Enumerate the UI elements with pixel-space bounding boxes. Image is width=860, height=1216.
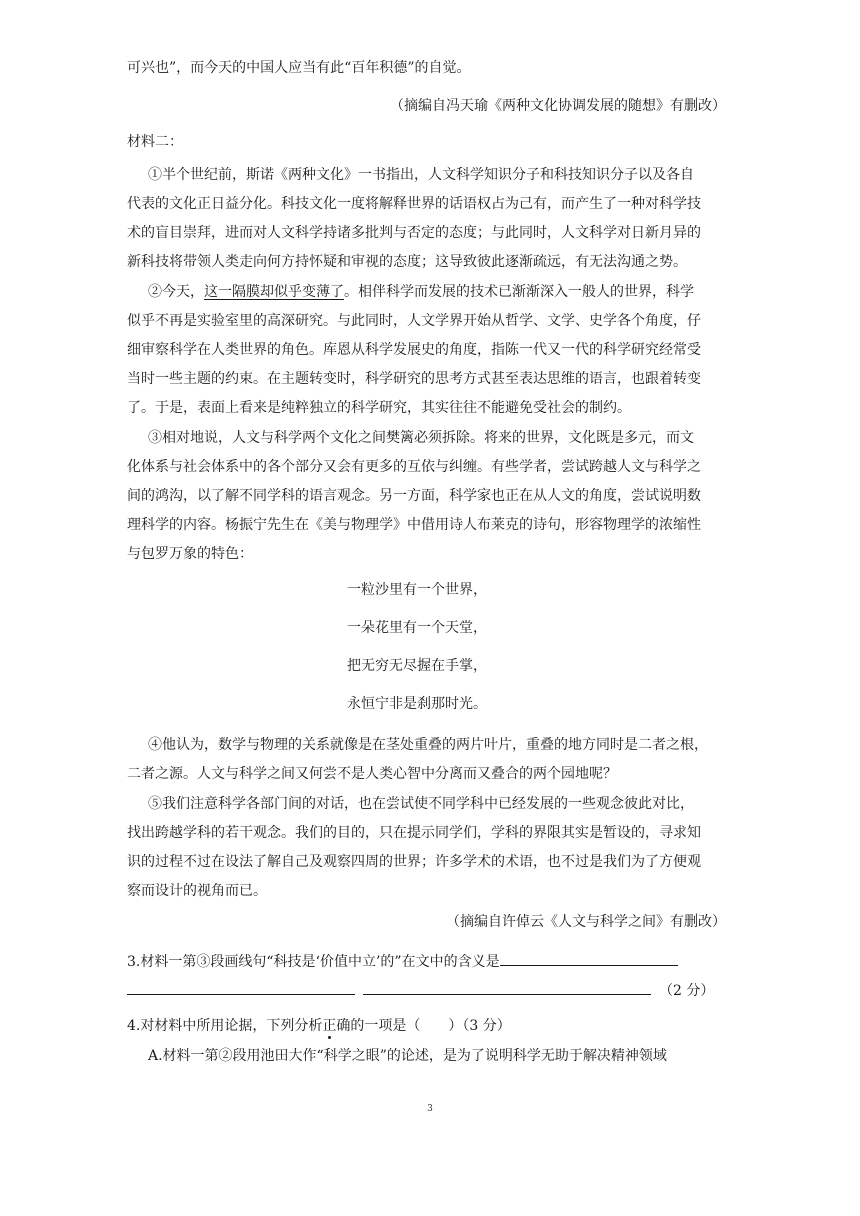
paragraph-5-line: 识的过程不过在设法了解自己及观察四周的世界；许多学术的术语，也不过是我们为了方便观 xyxy=(127,854,701,870)
paragraph-5-line: ⑤我们注意科学各部门间的对话，也在尝试使不同学科中已经发展的一些观念彼此对比， xyxy=(148,796,694,812)
emphasized-character: 正 xyxy=(322,1018,337,1034)
paragraph-5-line: 察而设计的视角而已。 xyxy=(127,883,267,899)
question-4-text-end: 确的一项是（ ）（3 分） xyxy=(336,1018,511,1034)
answer-blank[interactable] xyxy=(500,950,678,966)
paragraph-1-line: 术的盲目崇拜，进而对人文科学持诸多批判与否定的态度；与此同时，人文科学对日新月异的 xyxy=(127,225,701,241)
paragraph-3-line: 化体系与社会体系中的各个部分又会有更多的互依与纠缠。有些学者，尝试跨越人文与科学之 xyxy=(127,459,701,475)
underlined-sentence: 这一隔膜却似乎变薄了 xyxy=(204,284,344,300)
paragraph-4-line: 二者之源。人文与科学之间又何尝不是人类心智中分离而又叠合的两个园地呢？ xyxy=(127,766,617,782)
answer-blank[interactable] xyxy=(127,979,355,995)
question-3-answer-line xyxy=(127,979,714,999)
page-number: 3 xyxy=(427,1104,433,1114)
paragraph-4-line: ④他认为，数学与物理的关系就像是在茎处重叠的两片叶片，重叠的地方同时是二者之根， xyxy=(148,737,708,753)
poem-line: 一粒沙里有一个世界， xyxy=(347,582,487,598)
paragraph-3-line: 与包罗万象的特色： xyxy=(127,546,253,562)
paragraph-2-rest: 。相伴科学而发展的技术已渐渐深入一般人的世界，科学 xyxy=(344,284,694,300)
paragraph-1-line: 新科技将带领人类走向何方持怀疑和审视的态度；这导致彼此逐渐疏远，有无法沟通之势。 xyxy=(127,254,687,270)
question-4 xyxy=(127,1016,511,1036)
answer-blank[interactable] xyxy=(363,979,651,995)
paragraph-2-line xyxy=(148,282,694,302)
paragraph-5-line: 找出跨越学科的若干观念。我们的目的，只在提示同学们，学科的界限其实是暂设的，寻求知 xyxy=(127,825,701,841)
source-citation-2: （摘编自许倬云《人文与科学之间》有删改） xyxy=(446,914,726,930)
paragraph-2-line: 了。于是，表面上看来是纯粹独立的科学研究，其实往往不能避免受社会的制约。 xyxy=(127,400,631,416)
question-3 xyxy=(127,950,678,970)
poem-line: 一朵花里有一个天堂， xyxy=(347,620,487,636)
paragraph-2-line: 细审察科学在人类世界的角色。库恩从科学发展史的角度，指陈一代又一代的科学研究经常受 xyxy=(127,342,701,358)
paragraph-3-line: 理科学的内容。杨振宁先生在《美与物理学》中借用诗人布莱克的诗句，形容物理学的浓缩性 xyxy=(127,517,701,533)
paragraph-2-line: 当时一些主题的约束。在主题转变时，科学研究的思考方式甚至表达思维的语言，也跟着转变 xyxy=(127,371,701,387)
paragraph-1-line: 代表的文化正日益分化。科技文化一度将解释世界的话语权占为己有，而产生了一种对科学技 xyxy=(127,196,701,212)
poem-line: 把无穷无尽握在手掌， xyxy=(347,658,487,674)
source-citation-1: （摘编自冯天瑜《两种文化协调发展的随想》有删改） xyxy=(390,98,726,114)
paragraph-1-line: ①半个世纪前，斯诺《两种文化》一书指出，人文科学知识分子和科技知识分子以及各自 xyxy=(148,167,694,183)
paragraph-2-line: 似乎不再是实验室里的高深研究。与此同时，人文学界开始从哲学、文学、史学各个角度，仔 xyxy=(127,313,701,329)
question-4-option-a[interactable]: A.材料一第②段用池田大作“科学之眼”的论述，是为了说明科学无助于解决精神领域 xyxy=(148,1048,667,1064)
material-two-heading: 材料二： xyxy=(127,134,183,150)
paragraph-3-line: 间的鸿沟，以了解不同学科的语言观念。另一方面，科学家也正在从人文的角度，尝试说明数 xyxy=(127,488,701,504)
question-3-score: （2 分） xyxy=(659,983,715,999)
question-4-text-start: 4.对材料中所用论据，下列分析 xyxy=(127,1018,323,1034)
paragraph-3-line: ③相对地说，人文与科学两个文化之间樊篱必须拆除。将来的世界，文化既是多元，而文 xyxy=(148,430,694,446)
continued-line: 可兴也”，而今天的中国人应当有此“百年积德”的自觉。 xyxy=(127,60,471,76)
poem-line: 永恒宁非是刹那时光。 xyxy=(347,696,487,712)
paragraph-2-prefix: ②今天， xyxy=(148,284,204,300)
question-3-text: 3.材料一第③段画线句“科技是‘价值中立’的”在文中的含义是 xyxy=(127,954,500,970)
